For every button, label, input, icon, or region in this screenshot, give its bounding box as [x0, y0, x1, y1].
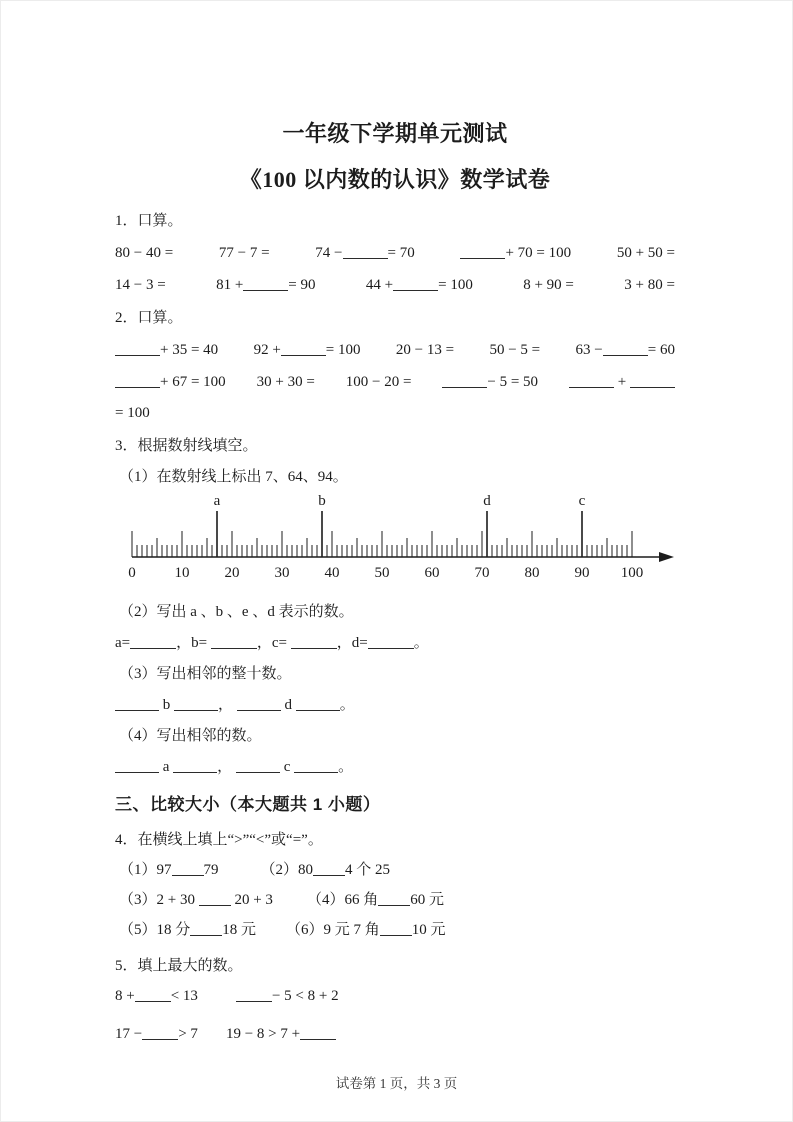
equation-text: 81 + — [216, 277, 244, 293]
equation-text: ， — [217, 759, 236, 775]
marker-label-c: c — [578, 493, 586, 509]
answer-blank — [281, 342, 326, 356]
answer-blank — [190, 922, 222, 936]
answer-blank — [142, 1026, 178, 1040]
answer-blank — [368, 635, 414, 649]
equation-text: ， — [218, 697, 237, 713]
axis-label: 0 — [128, 565, 136, 581]
answer-blank — [174, 697, 218, 711]
equation-text: = 100 — [438, 277, 473, 293]
answer-blank — [442, 374, 487, 388]
equation-text: 77 − 7 = — [218, 245, 270, 261]
exam-title: 一年级下学期单元测试 — [282, 121, 508, 146]
equation-text: （6）9 元 7 角 — [286, 922, 380, 938]
equation-text: = 60 — [647, 342, 675, 358]
axis-label: 100 — [620, 565, 644, 581]
equation-text: （5）18 分 — [119, 922, 191, 938]
equation-text: ，b= — [176, 635, 211, 651]
equation-text: 60 元 — [410, 892, 444, 908]
answer-blank — [237, 697, 281, 711]
section-3-heading: 三、比较大小（本大题共 1 小题） — [115, 795, 381, 814]
spacer — [219, 873, 261, 874]
equation-text: ，d= — [336, 635, 368, 651]
answer-blank — [115, 697, 159, 711]
equation-text: c — [279, 759, 295, 775]
answer-blank — [199, 892, 231, 906]
equation-text: − 5 = 50 — [487, 374, 539, 390]
equation-cell — [115, 339, 218, 361]
equation-text: > 7 — [178, 1026, 198, 1042]
answer-blank — [236, 988, 272, 1002]
answer-blank — [236, 759, 280, 773]
equation-text: < 13 — [170, 988, 198, 1004]
equation-cell — [254, 339, 361, 361]
answer-blank — [460, 245, 505, 259]
axis-label: 90 — [574, 565, 590, 581]
q5-row-1 — [115, 985, 675, 1007]
axis-label: 10 — [174, 565, 190, 581]
equation-text: + 70 = 100 — [505, 245, 572, 261]
answer-blank — [393, 277, 438, 291]
answer-blank — [603, 342, 648, 356]
equation-text: 79 — [203, 862, 219, 878]
answer-blank — [294, 759, 338, 773]
answer-blank — [172, 862, 204, 876]
equation-text: 20 − 13 = — [395, 342, 455, 358]
equation-text: = 100 — [115, 405, 150, 421]
equation-text: 44 + — [365, 277, 394, 293]
equation-text: d — [280, 697, 296, 713]
equation-text: b — [159, 697, 174, 713]
answer-blank — [380, 922, 412, 936]
answer-blank — [296, 697, 340, 711]
answer-blank — [115, 374, 160, 388]
equation-cell — [617, 242, 675, 264]
equation-cell — [216, 274, 315, 296]
question-1-label: 1．口算。 — [115, 213, 183, 229]
equation-cell — [523, 274, 574, 296]
question-2-label: 2．口算。 — [115, 310, 183, 326]
equation-text: 。 — [339, 697, 355, 713]
page-footer: 试卷第 1 页，共 3 页 — [335, 1076, 458, 1091]
equation-cell — [219, 242, 270, 264]
equation-text: 80 − 40 = — [115, 245, 174, 261]
answer-blank — [378, 892, 410, 906]
equation-text: 50 + 50 = — [616, 245, 675, 261]
spacer — [198, 1037, 226, 1038]
answer-blank — [173, 759, 217, 773]
equation-cell — [257, 371, 315, 393]
equation-cell — [366, 274, 473, 296]
equation-text: = 70 — [387, 245, 415, 261]
q3-sub4-blanks — [115, 756, 675, 778]
answer-blank — [343, 245, 388, 259]
equation-text: a= — [115, 635, 131, 651]
q3-sub2-label: （2）写出 a 、b 、e 、d 表示的数。 — [119, 604, 354, 620]
q4-row-2 — [115, 889, 675, 911]
equation-text: 。 — [338, 759, 354, 775]
q3-sub2-blanks — [115, 632, 675, 654]
marker-label-b: b — [318, 493, 326, 509]
equation-text: 4 个 25 — [345, 862, 391, 878]
q3-sub3-blanks — [115, 694, 675, 716]
equation-text: （1）97 — [119, 862, 172, 878]
answer-blank — [313, 862, 345, 876]
answer-blank — [211, 635, 257, 649]
equation-text: 63 − — [575, 342, 603, 358]
equation-text: 50 − 5 = — [489, 342, 541, 358]
number-line-svg — [122, 491, 682, 585]
equation-cell — [489, 339, 540, 361]
spacer — [273, 903, 307, 904]
equation-cell — [115, 371, 226, 393]
question-3-label: 3．根据数射线填空。 — [115, 438, 258, 454]
question-4-label: 4．在横线上填上“>”“<”或“=”。 — [115, 832, 323, 848]
axis-label: 50 — [374, 565, 390, 581]
q4-row-1 — [115, 859, 675, 881]
answer-blank — [115, 342, 160, 356]
axis-label: 70 — [474, 565, 490, 581]
equation-cell — [442, 371, 538, 393]
exam-subtitle: 《100 以内数的认识》数学试卷 — [239, 167, 551, 192]
q3-sub3-label: （3）写出相邻的整十数。 — [119, 666, 292, 682]
q5-row-2 — [115, 1023, 675, 1045]
number-line — [122, 491, 675, 585]
spacer — [256, 933, 286, 934]
equation-text: 3 + 80 = — [624, 277, 675, 293]
axis-arrowhead — [659, 552, 674, 562]
equation-text: − 5 < 8 + 2 — [271, 988, 339, 1004]
q2-equation-row-1 — [115, 339, 675, 361]
equation-text: + 67 = 100 — [160, 374, 226, 390]
equation-text: ，c= — [256, 635, 291, 651]
q3-sub4-label: （4）写出相邻的数。 — [119, 728, 262, 744]
equation-text: + — [614, 374, 630, 390]
q4-row-3 — [115, 919, 675, 941]
equation-text: 100 − 20 = — [345, 374, 412, 390]
axis-label: 30 — [274, 565, 290, 581]
equation-text: 30 + 30 = — [256, 374, 315, 390]
equation-cell — [115, 274, 166, 296]
equation-text: 10 元 — [411, 922, 446, 938]
equation-text: （4）66 角 — [306, 892, 379, 908]
equation-text: 74 − — [315, 245, 343, 261]
equation-cell — [569, 371, 675, 393]
q3-sub1-label: （1）在数射线上标出 7、64、94。 — [119, 469, 348, 485]
equation-text: a — [159, 759, 174, 775]
equation-text: （3）2 + 30 — [119, 892, 199, 908]
answer-blank — [569, 374, 614, 388]
equation-text: 19 − 8 > 7 + — [225, 1026, 301, 1042]
equation-cell — [315, 242, 414, 264]
q2-equation-row-2 — [115, 371, 675, 393]
axis-label: 20 — [224, 565, 240, 581]
equation-cell — [460, 242, 571, 264]
equation-cell — [396, 339, 454, 361]
equation-text: 8 + 90 = — [523, 277, 574, 293]
equation-text: = 100 — [325, 342, 361, 358]
answer-blank — [115, 759, 159, 773]
equation-cell — [576, 339, 675, 361]
q1-equation-row-2 — [115, 274, 675, 296]
answer-blank — [130, 635, 176, 649]
answer-blank — [243, 277, 288, 291]
equation-cell — [624, 274, 675, 296]
equation-text: 20 + 3 — [230, 892, 273, 908]
answer-blank — [300, 1026, 336, 1040]
equation-text: （2）80 — [260, 862, 314, 878]
q1-equation-row-1 — [115, 242, 675, 264]
axis-label: 60 — [424, 565, 440, 581]
q2-equation-row-3 — [115, 402, 675, 424]
equation-text: 18 元 — [222, 922, 257, 938]
equation-cell — [346, 371, 412, 393]
equation-text: 。 — [413, 635, 429, 651]
answer-blank — [630, 374, 675, 388]
spacer — [198, 999, 236, 1000]
marker-label-d: d — [483, 493, 491, 509]
equation-text: 17 − — [115, 1026, 143, 1042]
equation-text: 14 − 3 = — [115, 277, 166, 293]
question-5-label: 5．填上最大的数。 — [115, 958, 243, 974]
equation-text: + 35 = 40 — [160, 342, 219, 358]
axis-label: 80 — [524, 565, 540, 581]
answer-blank — [135, 988, 171, 1002]
axis-label: 40 — [324, 565, 340, 581]
equation-text: 92 + — [253, 342, 281, 358]
answer-blank — [291, 635, 337, 649]
equation-text: = 90 — [288, 277, 316, 293]
equation-text: 8 + — [115, 988, 135, 1004]
marker-label-a: a — [213, 493, 221, 509]
equation-cell — [115, 242, 173, 264]
